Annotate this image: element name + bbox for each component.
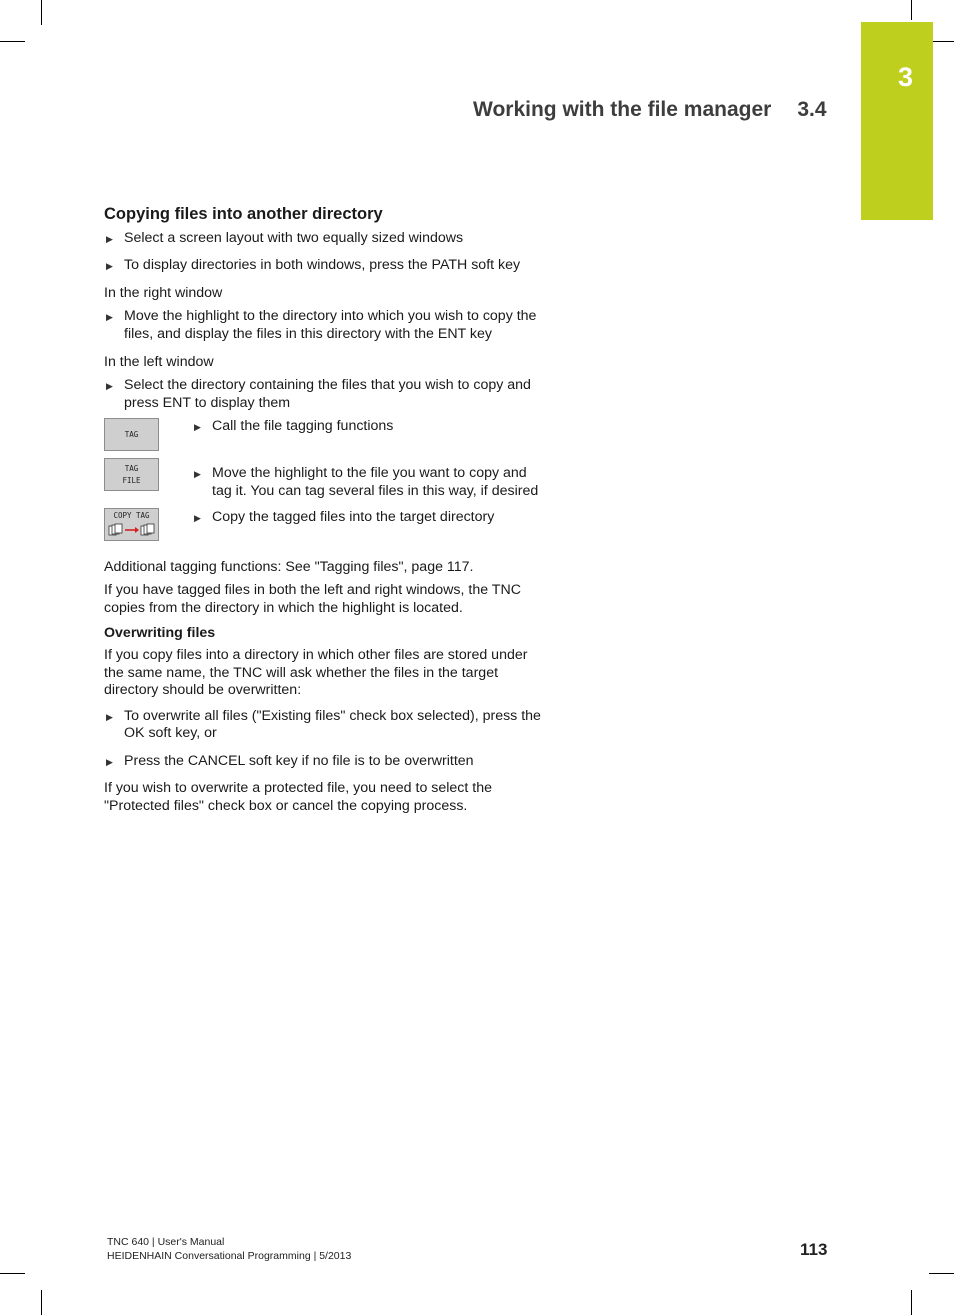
softkey-row	[104, 508, 544, 541]
step-item: ▶ Select a screen layout with two equally sized windows	[104, 230, 544, 248]
section-title: Copying files into another directory	[104, 205, 383, 223]
footer	[107, 1236, 351, 1263]
header-section-number: 3.4	[797, 98, 827, 121]
crop-mark	[911, 1290, 912, 1315]
copy-files-icon	[107, 522, 157, 538]
step-item: ▶ Move the highlight to the directory into which you wish to copy the files, and display the files in this directory with the ENT key	[104, 308, 544, 343]
running-header	[473, 98, 827, 122]
softkey-row	[104, 418, 544, 451]
softkey-label: COPY TAG	[113, 510, 150, 520]
left-window-label: In the left window	[104, 353, 214, 370]
softkey-label: TAG	[124, 429, 139, 439]
step-item: ▶ Press the CANCEL soft key if no file is to be overwritten	[104, 753, 544, 771]
crop-mark	[41, 1290, 42, 1315]
softkey-description: ▶ Copy the tagged files into the target directory	[192, 509, 544, 527]
paragraph: If you wish to overwrite a protected file, you need to select the "Protected files" check box or cancel the copying process.	[104, 780, 493, 815]
paragraph: If you have tagged files in both the left and right windows, the TNC copies from the directory in which the highlight is located.	[104, 582, 521, 616]
softkey-label: FILE	[122, 475, 141, 485]
step-item: ▶ Select the directory containing the files that you wish to copy and press ENT to display them	[104, 377, 544, 412]
subsection-title: Overwriting files	[104, 625, 216, 642]
softkey-row	[104, 458, 544, 500]
softkey-label: TAG	[124, 463, 139, 473]
paragraph: Additional tagging functions: See "Tagging files", page 117.	[104, 558, 474, 575]
step-item: ▶ To display directories in both windows, press the PATH soft key	[104, 257, 544, 275]
paragraph: If you copy files into a directory in which other files are stored under the same name, the TNC will ask whether the files in the target directory should be overwritten:	[104, 646, 528, 699]
right-window-label: In the right window	[104, 284, 223, 301]
softkey-description: ▶ Move the highlight to the file you want to copy and tag it. You can tag several files in this way, if desired	[192, 465, 544, 500]
tag-file-softkey[interactable]	[104, 458, 159, 491]
copy-tag-softkey[interactable]	[104, 508, 159, 541]
chapter-tab	[861, 22, 933, 220]
header-title: Working with the file manager	[473, 98, 772, 121]
main-content	[104, 206, 544, 822]
crop-mark	[0, 41, 25, 42]
footer-line: TNC 640 | User's Manual	[107, 1236, 225, 1248]
crop-mark	[911, 0, 912, 20]
crop-mark	[41, 0, 42, 25]
crop-mark	[0, 1273, 25, 1274]
footer-line: HEIDENHAIN Conversational Programming | 5/2013	[107, 1249, 352, 1262]
chapter-number: 3	[897, 62, 913, 92]
page-number: 113	[800, 1240, 828, 1259]
step-item: ▶ To overwrite all files ("Existing files" check box selected), press the OK soft key, or	[104, 708, 544, 743]
tag-softkey[interactable]	[104, 418, 159, 451]
crop-mark	[929, 1273, 954, 1274]
softkey-description: ▶ Call the file tagging functions	[192, 418, 544, 436]
